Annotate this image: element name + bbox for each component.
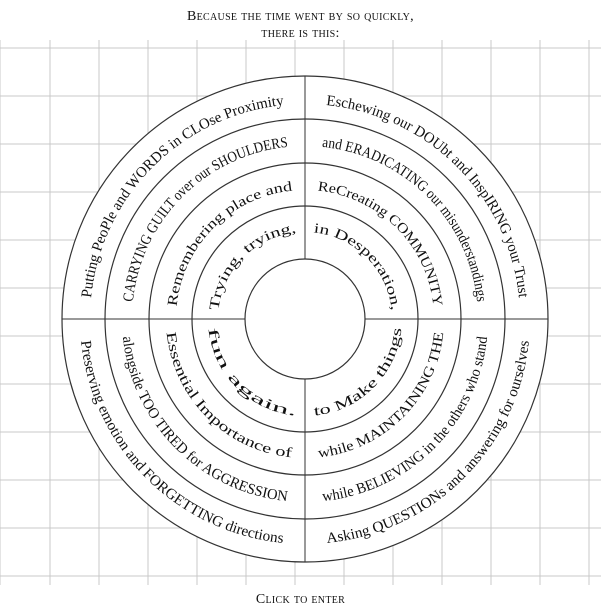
ring-text-path: fun again. xyxy=(204,326,293,419)
ring-text-path: while BELIEVING in the others who stand xyxy=(321,335,492,506)
ring-text-path: Trying, trying, xyxy=(207,221,296,312)
ring-text-path: in Desperation, xyxy=(312,221,403,310)
ring-text-path: while MAINTAINING THE xyxy=(317,332,448,462)
ring-text-path: Eschewing our DOUbt and InspIRING your Trust xyxy=(325,93,531,299)
center-fill xyxy=(245,259,365,379)
click-to-enter-link[interactable]: Click to enter xyxy=(255,592,346,607)
ring-text-path: Preserving emotion and FORGETTING directions xyxy=(77,339,285,547)
wheel-disk xyxy=(62,76,548,562)
ring-text-path: and ERADICATING our misunderstandings xyxy=(321,134,490,304)
ring-text-path: to Make things xyxy=(312,329,406,420)
ring-text-path: Asking QUESTIONs and answering for ourselves xyxy=(325,339,533,547)
header-line-2: there is this: xyxy=(261,26,340,41)
header-line-1: Because the time went by so quickly, xyxy=(187,9,414,24)
ring-text-path: Essential Importance of xyxy=(162,331,291,462)
ring-text-path: alongside TOO TIRED for AGGRESSION xyxy=(118,335,289,506)
ring-text-path: ReCreating COMMUNITY xyxy=(316,179,445,306)
ring-text-path: CARRYING GUILT over our SHOULDERS xyxy=(120,134,290,303)
ring-text-path: Putting PeoPle and WORDS in CLOse Proximity xyxy=(79,93,285,299)
ring-text-path: Remembering place and xyxy=(165,179,291,308)
